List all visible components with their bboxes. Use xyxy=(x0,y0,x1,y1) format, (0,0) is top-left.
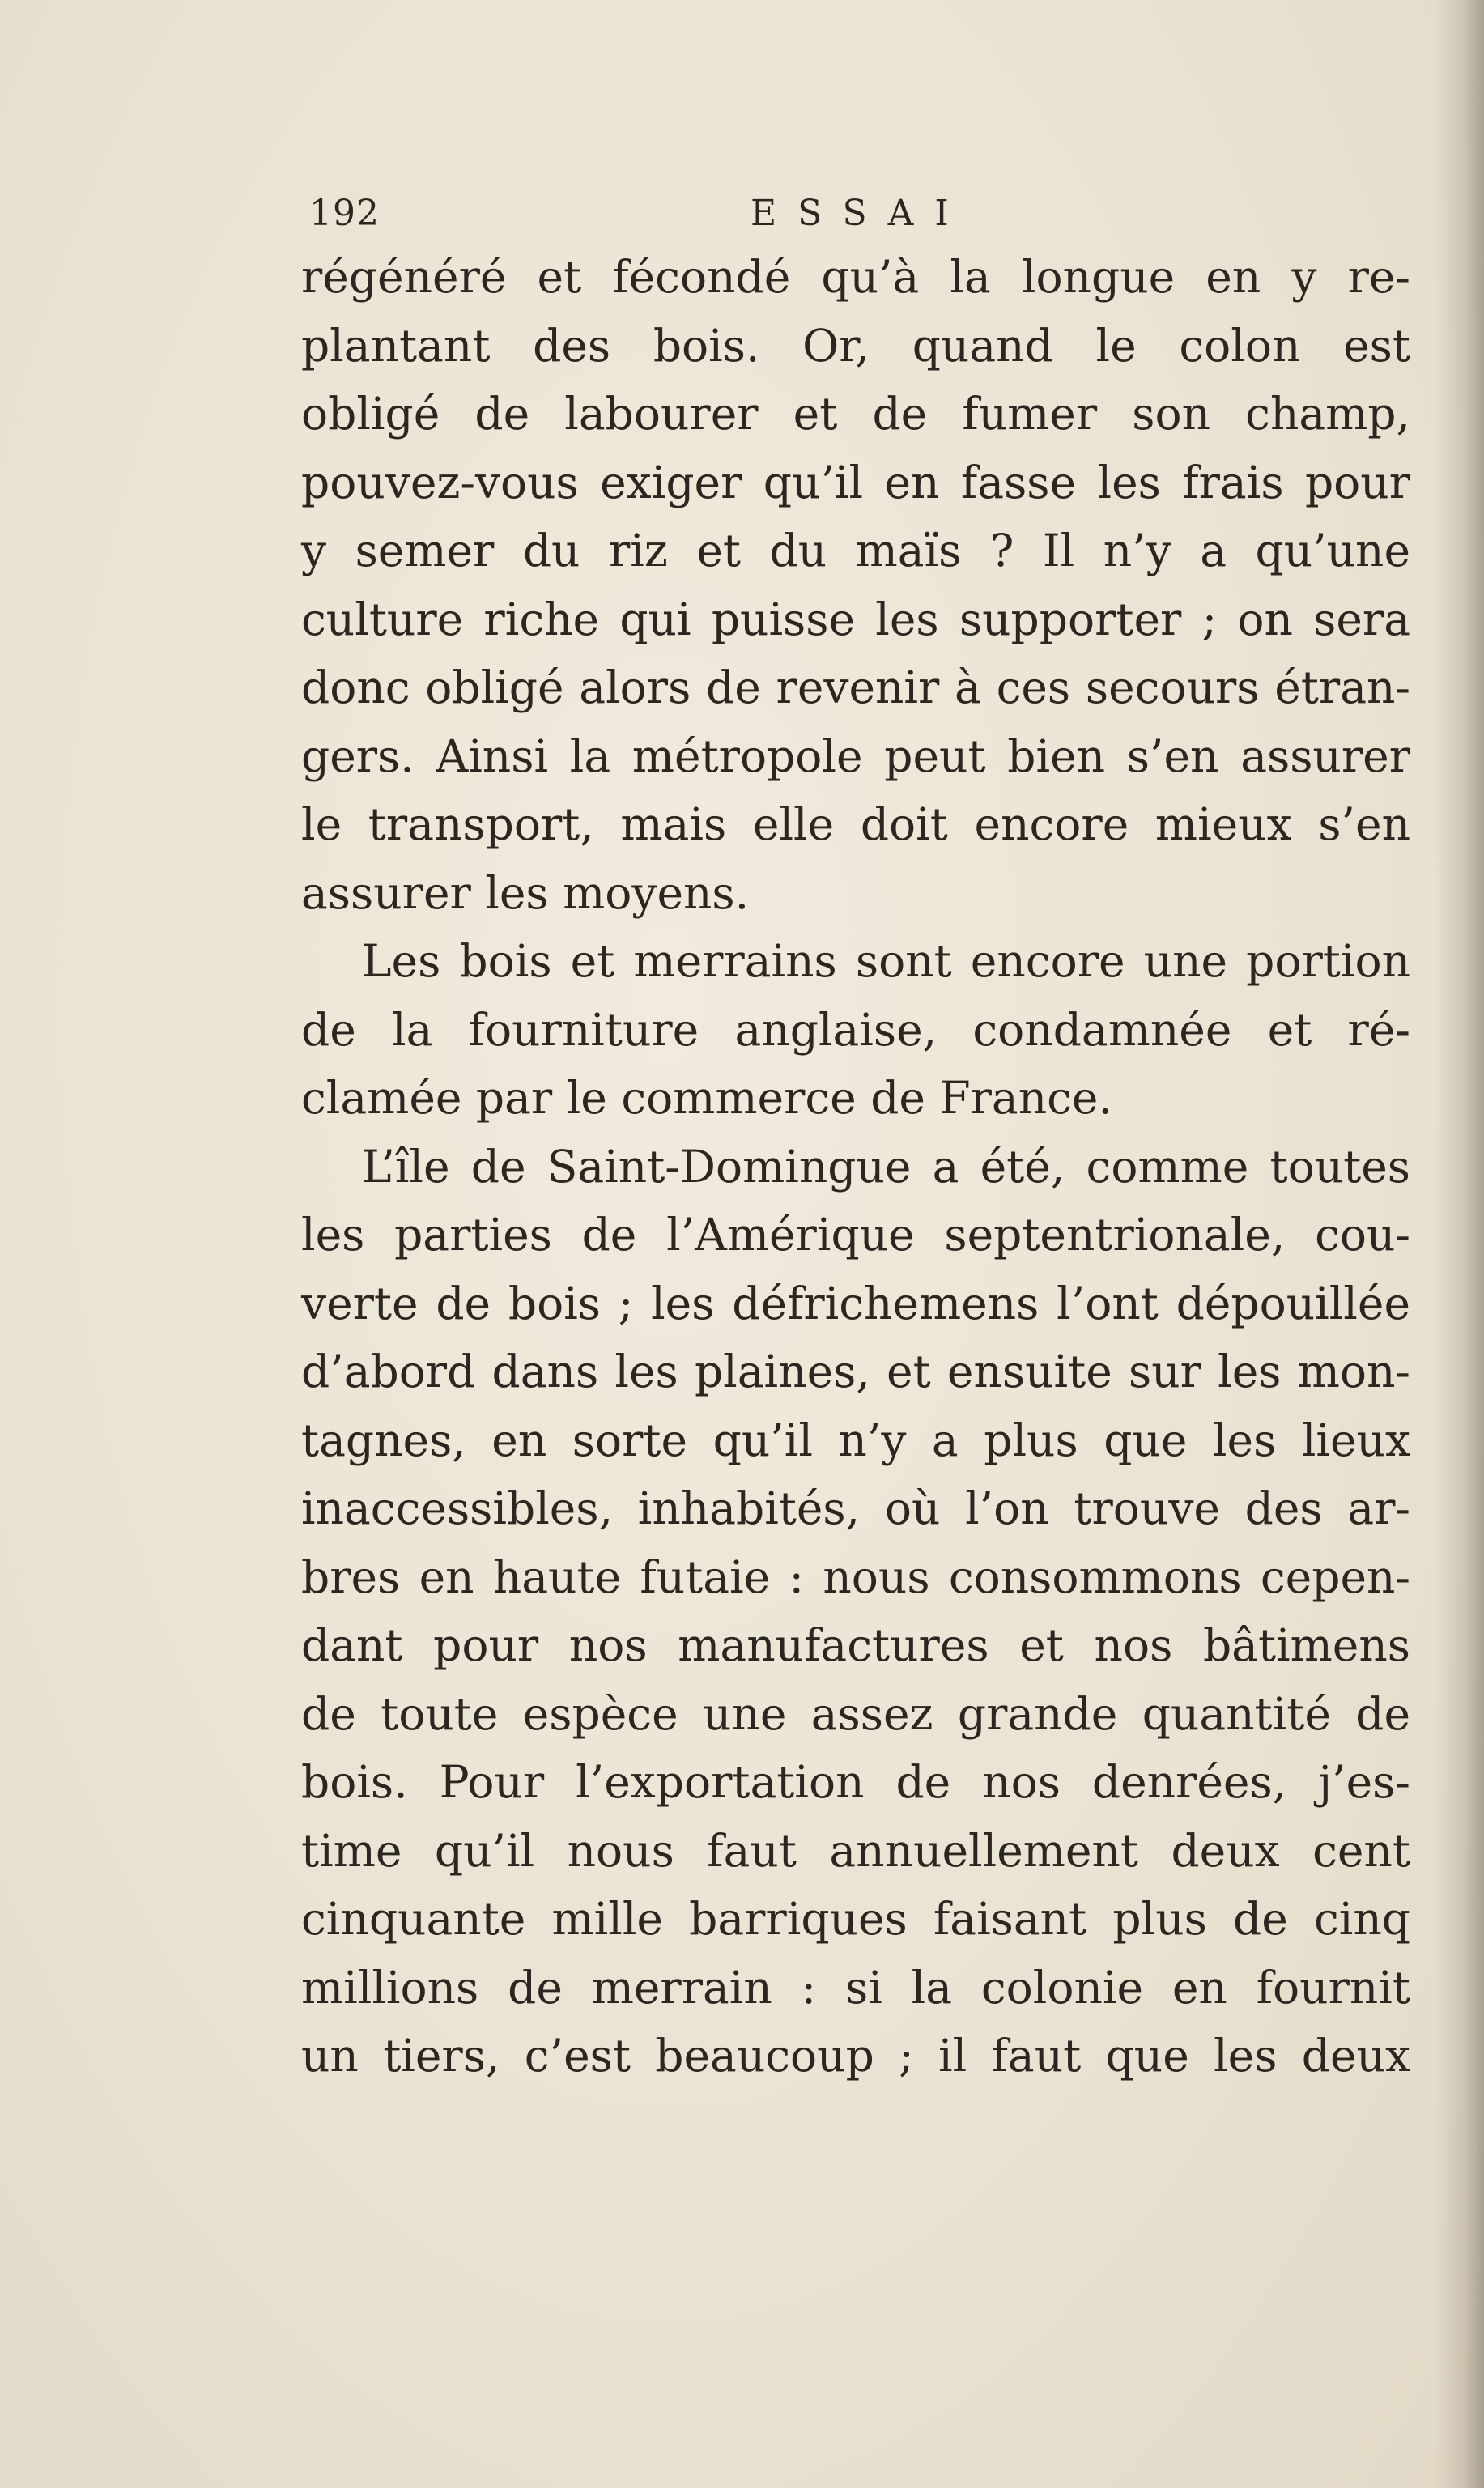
text-line: pouvez-vous exiger qu’il en fasse les frais pour xyxy=(301,456,1410,508)
text-line: verte de bois ; les défrichemens l’ont dépouillée xyxy=(301,1277,1410,1329)
text-line: culture riche qui puisse les supporter ; on sera xyxy=(301,593,1410,645)
text-line: bois. Pour l’exportation de nos denrées, j’es- xyxy=(301,1756,1410,1808)
text-line: y semer du riz et du maïs ? Il n’y a qu’une xyxy=(301,525,1410,576)
text-line: L’île de Saint-Domingue a été, comme toutes xyxy=(362,1140,1410,1193)
text-block xyxy=(301,186,1410,2090)
text-line: time qu’il nous faut annuellement deux cent xyxy=(301,1824,1410,1877)
running-head xyxy=(301,186,1410,243)
body-text xyxy=(301,243,1410,2090)
text-line: de la fourniture anglaise, condamnée et ré- xyxy=(301,1003,1410,1056)
running-title: ESSAI xyxy=(751,193,970,234)
text-line: inaccessibles, inhabités, où l’on trouve des ar- xyxy=(301,1482,1410,1534)
text-line: plantant des bois. Or, quand le colon est xyxy=(301,319,1410,372)
text-line: tagnes, en sorte qu’il n’y a plus que les lieux xyxy=(301,1414,1410,1466)
text-line: dant pour nos manufactures et nos bâtimens xyxy=(301,1619,1410,1671)
text-line: assurer les moyens. xyxy=(301,866,750,919)
page-gutter-shadow xyxy=(1435,0,1484,2488)
text-line: régénéré et fécondé qu’à la longue en y re- xyxy=(301,251,1410,303)
text-line: bres en haute futaie : nous consommons cepen- xyxy=(301,1550,1410,1603)
text-line: obligé de labourer et de fumer son champ, xyxy=(301,388,1410,440)
text-line: cinquante mille barriques faisant plus de cinq xyxy=(301,1893,1410,1945)
text-line: donc obligé alors de revenir à ces secours étran- xyxy=(301,661,1410,713)
text-line: les parties de l’Amérique septentrionale, cou- xyxy=(301,1209,1410,1261)
page-number: 192 xyxy=(309,193,380,234)
text-line: Les bois et merrains sont encore une portion xyxy=(362,935,1410,987)
text-line: de toute espèce une assez grande quantité de xyxy=(301,1687,1410,1740)
text-line: millions de merrain : si la colonie en fournit xyxy=(301,1961,1410,2014)
text-line: un tiers, c’est beaucoup ; il faut que les deux xyxy=(301,2030,1410,2082)
text-line: clamée par le commerce de France. xyxy=(301,1072,1112,1124)
text-line: le transport, mais elle doit encore mieux s’en xyxy=(301,798,1410,850)
text-line: gers. Ainsi la métropole peut bien s’en assurer xyxy=(301,729,1410,782)
text-line: d’abord dans les plaines, et ensuite sur les mon- xyxy=(301,1346,1410,1397)
